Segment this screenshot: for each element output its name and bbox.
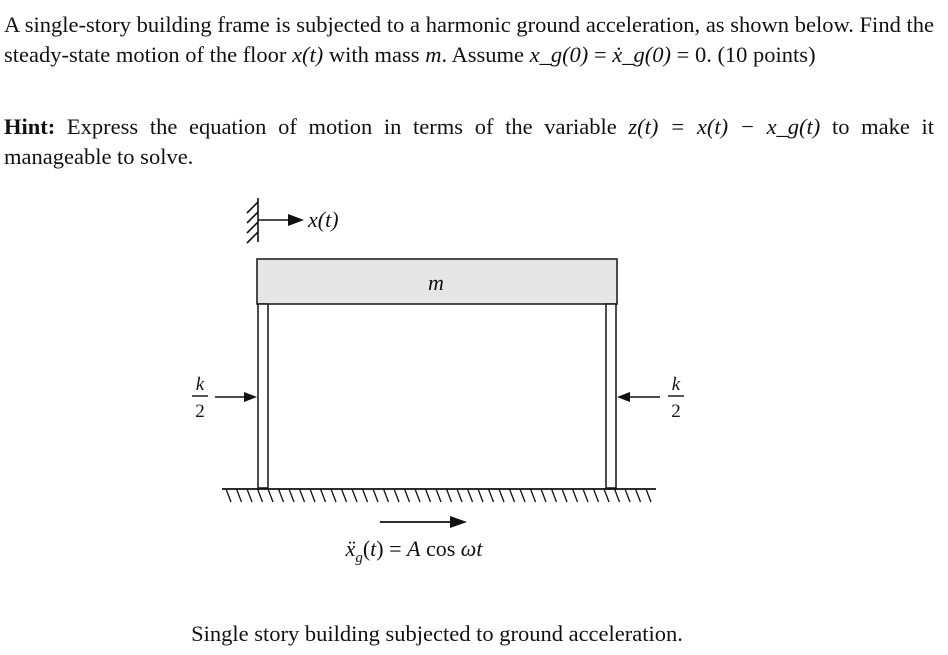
- problem-text-c: . Assume: [441, 42, 530, 67]
- right-column: [606, 304, 616, 488]
- ground-hatch-line: [373, 489, 378, 502]
- ground-hatch-line: [426, 489, 431, 502]
- ground-hatch-line: [352, 489, 357, 502]
- figure-caption: Single story building subjected to ground acceleration.: [191, 621, 683, 646]
- hint-label: Hint:: [4, 114, 56, 139]
- ground-hatch-line: [541, 489, 546, 502]
- problem-x-of-t: x(t): [292, 42, 324, 67]
- left-stiffness-arrow: [215, 392, 257, 402]
- problem-text-b: with mass: [323, 42, 426, 67]
- left-column: [258, 304, 268, 488]
- ground-hatch-line: [436, 489, 441, 502]
- ground-hatch-line: [247, 489, 252, 502]
- ground-hatch-line: [478, 489, 483, 502]
- right-stiffness-arrow: [617, 392, 660, 402]
- left-k-denominator: 2: [195, 401, 205, 422]
- mass-label: m: [428, 270, 444, 295]
- right-stiffness-label: [668, 374, 684, 422]
- ground-hatch-line: [489, 489, 494, 502]
- ground-hatch-line: [646, 489, 651, 502]
- hint-z-expression: z(t) = x(t) − x_g(t): [628, 114, 821, 139]
- ground-hatch-line: [499, 489, 504, 502]
- ground-hatch-line: [615, 489, 620, 502]
- problem-eq1: =: [588, 42, 613, 67]
- ground: [222, 489, 656, 502]
- problem-text-a: A single-story building frame is subjected to a harmonic ground acceleration, as shown below. Find the steady-state motion of the floor: [4, 12, 934, 67]
- ground-hatch-line: [226, 489, 231, 502]
- ground-hatch-line: [405, 489, 410, 502]
- ground-hatch-line: [636, 489, 641, 502]
- problem-eq2: = 0. (10 points): [671, 42, 816, 67]
- ground-hatch-line: [237, 489, 242, 502]
- ground-hatch-line: [594, 489, 599, 502]
- ground-hatch-line: [531, 489, 536, 502]
- ground-hatch-line: [573, 489, 578, 502]
- ground-hatch-line: [342, 489, 347, 502]
- ground-hatch-line: [520, 489, 525, 502]
- ground-hatch-line: [279, 489, 284, 502]
- ground-hatch-line: [384, 489, 389, 502]
- problem-xg0: x_g(0): [529, 42, 589, 67]
- problem-mass-symbol: m: [425, 42, 442, 67]
- ground-acceleration-label: ẍ$_g$(t) = A cos ωt: [345, 536, 483, 566]
- problem-xdotg0: ẋ_g(0): [612, 42, 671, 67]
- ground-hatch-line: [583, 489, 588, 502]
- ground-hatch-line: [510, 489, 515, 502]
- displacement-label: x(t): [308, 207, 339, 232]
- ground-hatch-line: [300, 489, 305, 502]
- ground-hatch-line: [310, 489, 315, 502]
- ground-hatch-line: [552, 489, 557, 502]
- ground-hatch-line: [394, 489, 399, 502]
- right-k-numerator: k: [671, 374, 681, 395]
- ground-hatch-line: [258, 489, 263, 502]
- ground-hatch-line: [457, 489, 462, 502]
- ground-hatch-line: [363, 489, 368, 502]
- hint-text-a: Express the equation of motion in terms of the variable: [55, 114, 629, 139]
- reference-wall: [247, 198, 258, 243]
- ground-hatch-line: [415, 489, 420, 502]
- ground-hatch-line: [625, 489, 630, 502]
- ground-hatch-line: [447, 489, 452, 502]
- left-k-numerator: k: [195, 374, 205, 395]
- ground-hatch-line: [468, 489, 473, 502]
- hint-text-b: to make it manageable to solve.: [4, 114, 934, 169]
- right-k-denominator: 2: [671, 401, 681, 422]
- left-stiffness-label: [192, 374, 208, 422]
- ground-hatch-line: [289, 489, 294, 502]
- ground-hatch-line: [268, 489, 273, 502]
- ground-hatch-line: [321, 489, 326, 502]
- displacement-arrow: [258, 214, 304, 226]
- ground-hatch-line: [604, 489, 609, 502]
- ground-acceleration-arrow: [380, 516, 467, 528]
- ground-hatch-line: [562, 489, 567, 502]
- ground-hatch-line: [331, 489, 336, 502]
